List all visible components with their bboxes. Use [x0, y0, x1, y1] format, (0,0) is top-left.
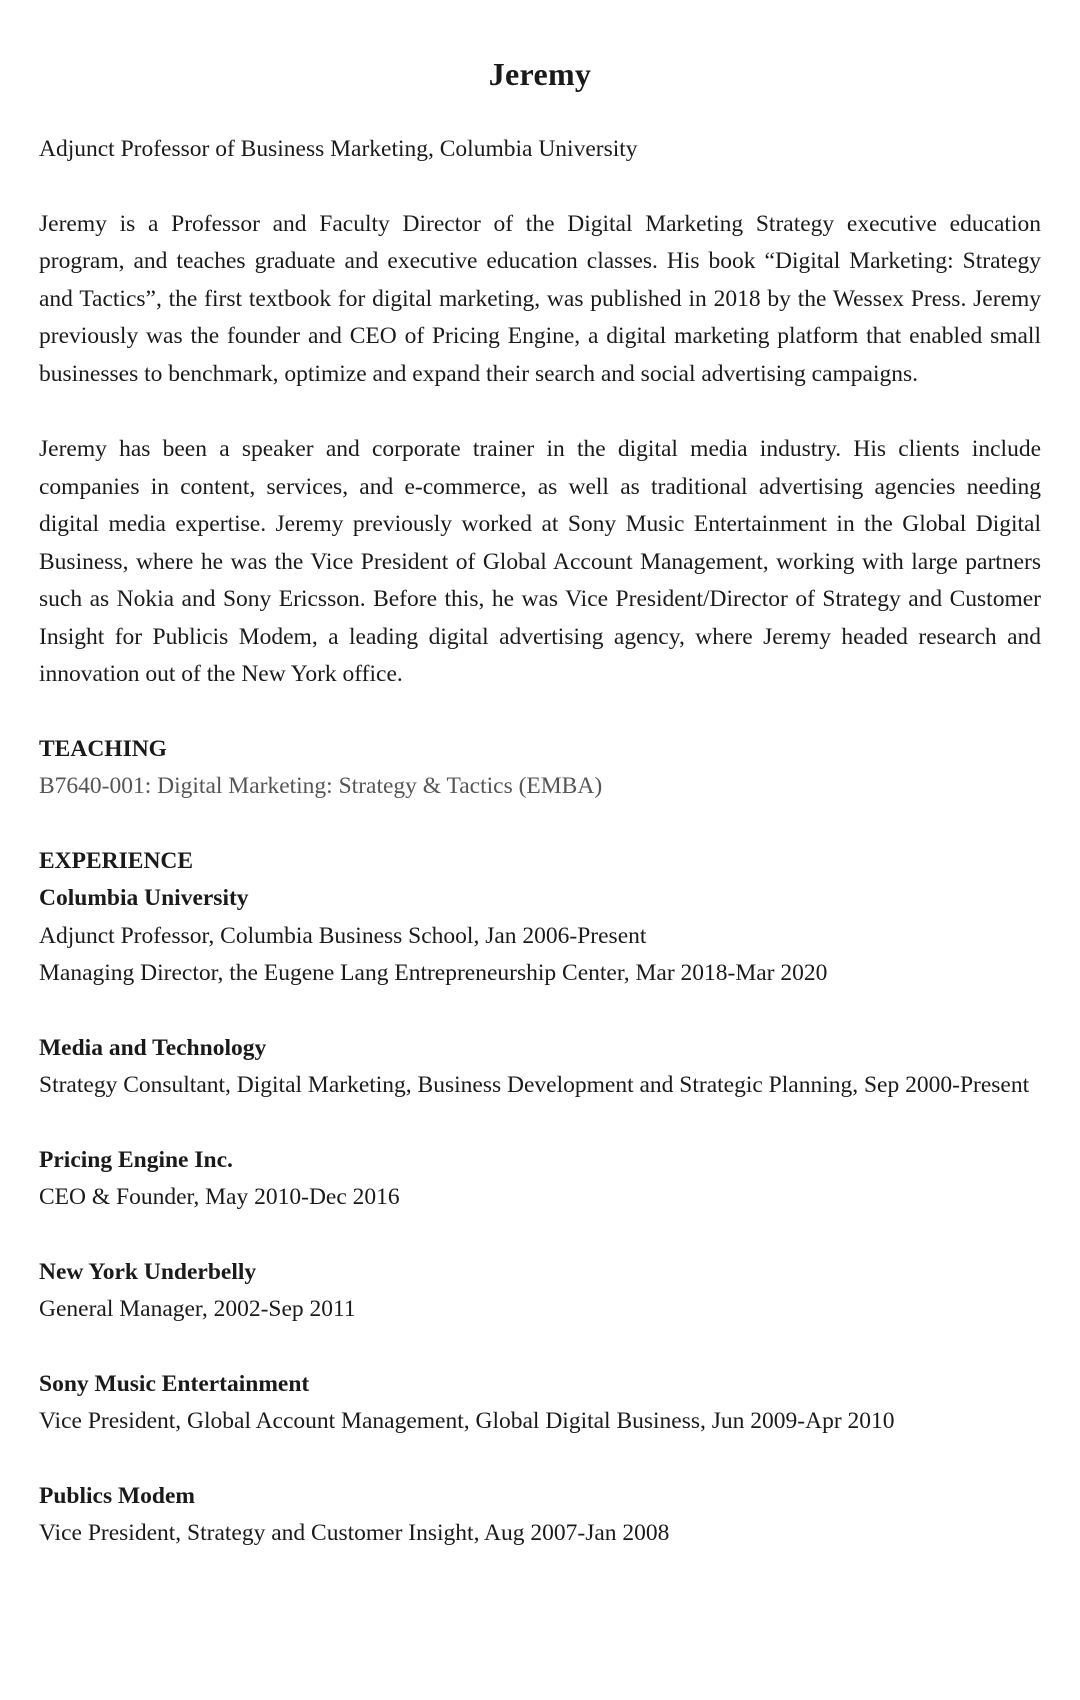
- experience-org: [39, 1478, 1041, 1553]
- course-item: B7640-001: Digital Marketing: Strategy & Tactics (EMBA): [39, 773, 603, 799]
- role-line: Vice President, Strategy and Customer Insight, Aug 2007-Jan 2008: [39, 1520, 670, 1546]
- bio-paragraph: Jeremy is a Professor and Faculty Director of the Digital Marketing Strategy executive education program, and teaches graduate and executive education classes. His book “Digital Marketing: Strategy and Tactics”, the first textbook for digital marketing, was published in 2018 by the Wessex Press. Jeremy previously was the founder and CEO of Pricing Engine, a digital marketing platform that enabled small businesses to benchmark, optimize and expand their search and social advertising campaigns.: [39, 210, 1041, 387]
- experience-heading: EXPERIENCE: [39, 847, 194, 874]
- org-name: Publics Modem: [39, 1482, 196, 1509]
- role-line: CEO & Founder, May 2010-Dec 2016: [39, 1184, 400, 1210]
- experience-org: [39, 1142, 1041, 1217]
- experience-org: [39, 1030, 1041, 1105]
- experience-org: [39, 880, 1041, 993]
- teaching-heading: TEACHING: [39, 735, 167, 762]
- role-line: General Manager, 2002-Sep 2011: [39, 1296, 356, 1322]
- page-title: Jeremy: [488, 56, 592, 92]
- role-line: Adjunct Professor, Columbia Business School, Jan 2006-Present: [39, 922, 647, 949]
- teaching-section: [39, 731, 1041, 806]
- profile-title: Adjunct Professor of Business Marketing, Columbia University: [39, 136, 638, 162]
- org-name: New York Underbelly: [39, 1258, 257, 1285]
- org-name: Columbia University: [39, 885, 249, 911]
- profile-document: [39, 0, 1041, 1553]
- experience-org: [39, 1254, 1041, 1329]
- org-name: Sony Music Entertainment: [39, 1370, 310, 1397]
- role-line: Vice President, Global Account Management, Global Digital Business, Jun 2009-Apr 2010: [39, 1408, 895, 1434]
- org-name: Media and Technology: [39, 1034, 267, 1061]
- role-line: Strategy Consultant, Digital Marketing, Business Development and Strategic Planning, Sep 2000-Present: [39, 1072, 1030, 1098]
- experience-org: [39, 1366, 1041, 1441]
- org-name: Pricing Engine Inc.: [39, 1146, 233, 1173]
- role-line: Managing Director, the Eugene Lang Entrepreneurship Center, Mar 2018-Mar 2020: [39, 960, 828, 986]
- bio-paragraph: Jeremy has been a speaker and corporate trainer in the digital media industry. His clients include companies in content, services, and e-commerce, as well as traditional advertising agencies needing digital media expertise. Jeremy previously worked at Sony Music Entertainment in the Global Digital Business, where he was the Vice President of Global Account Management, working with large partners such as Nokia and Sony Ericsson. Before this, he was Vice President/Director of Strategy and Customer Insight for Publicis Modem, a leading digital advertising agency, where Jeremy headed research and innovation out of the New York office.: [39, 436, 1041, 687]
- experience-section: [39, 843, 1041, 1553]
